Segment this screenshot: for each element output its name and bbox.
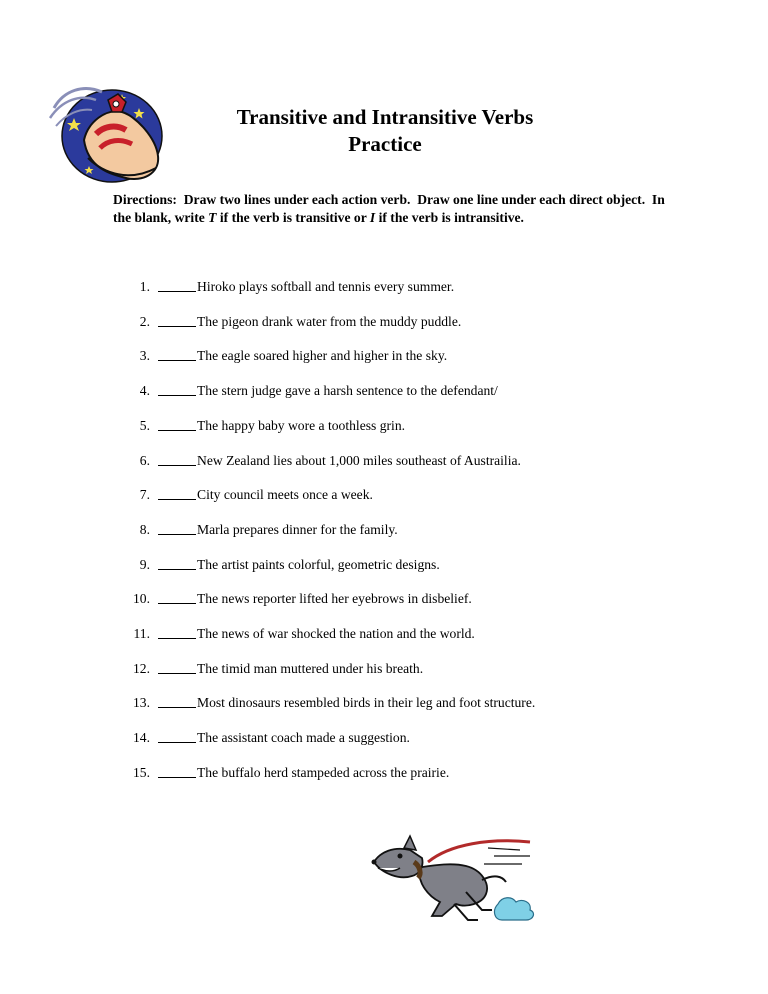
title-line-main: Transitive and Intransitive Verbs xyxy=(236,105,534,129)
answer-blank[interactable] xyxy=(158,659,196,674)
answer-blank[interactable] xyxy=(158,763,196,778)
answer-blank[interactable] xyxy=(158,312,196,327)
running-dog-clipart-icon xyxy=(370,832,542,924)
item-number: 3. xyxy=(139,348,150,364)
answer-blank[interactable] xyxy=(158,485,196,500)
answer-blank[interactable] xyxy=(158,728,196,743)
item-sentence: The stern judge gave a harsh sentence to the defendant/ xyxy=(197,383,498,399)
directions-text-1: Directions: Draw two lines under each action verb. Draw one line under each direct object. In the blank, write xyxy=(113,192,669,225)
item-sentence: The buffalo herd stampeded across the prairie. xyxy=(197,764,450,780)
answer-blank[interactable] xyxy=(158,416,196,431)
item-number: 10. xyxy=(133,591,150,607)
item-number: 15. xyxy=(133,764,150,780)
directions-letter-i: I xyxy=(369,210,376,225)
item-sentence: The pigeon drank water from the muddy puddle. xyxy=(197,313,462,329)
answer-blank[interactable] xyxy=(158,624,196,639)
item-number: 4. xyxy=(139,383,150,399)
answer-blank[interactable] xyxy=(158,346,196,361)
item-sentence: The assistant coach made a suggestion. xyxy=(197,730,410,746)
answer-blank[interactable] xyxy=(158,277,196,292)
item-sentence: The happy baby wore a toothless grin. xyxy=(197,417,406,433)
directions-letter-t: T xyxy=(208,210,217,225)
item-number: 11. xyxy=(133,626,150,641)
item-sentence: The news of war shocked the nation and the world. xyxy=(197,626,475,641)
item-sentence: Hiroko plays softball and tennis every summer. xyxy=(197,279,455,294)
item-number: 8. xyxy=(139,521,150,537)
item-sentence: The artist paints colorful, geometric designs. xyxy=(197,556,440,572)
item-number: 7. xyxy=(139,487,150,503)
answer-blank[interactable] xyxy=(158,381,196,396)
item-number: 14. xyxy=(133,730,150,746)
worksheet-title xyxy=(0,104,768,158)
item-number: 6. xyxy=(139,452,150,468)
item-sentence: Most dinosaurs resembled birds in their leg and foot structure. xyxy=(197,695,536,711)
directions-paragraph xyxy=(113,191,673,227)
item-number: 2. xyxy=(139,313,150,329)
item-number: 5. xyxy=(139,417,150,433)
directions-text-3: if the verb is intransitive. xyxy=(375,210,524,225)
item-sentence: City council meets once a week. xyxy=(197,487,373,503)
item-sentence: The eagle soared higher and higher in the sky. xyxy=(197,348,448,364)
answer-blank[interactable] xyxy=(158,520,196,535)
item-sentence: New Zealand lies about 1,000 miles southeast of Austrailia. xyxy=(197,452,521,468)
item-number: 12. xyxy=(133,660,150,676)
answer-blank[interactable] xyxy=(158,589,196,604)
item-sentence: The timid man muttered under his breath. xyxy=(197,660,424,676)
title-line-sub: Practice xyxy=(348,132,422,156)
directions-text-2: if the verb is transitive or xyxy=(216,210,370,225)
answer-blank[interactable] xyxy=(158,451,196,466)
item-sentence: The news reporter lifted her eyebrows in disbelief. xyxy=(197,591,472,607)
item-number: 9. xyxy=(139,556,150,572)
answer-blank[interactable] xyxy=(158,555,196,570)
answer-blank[interactable] xyxy=(158,693,196,708)
item-number: 13. xyxy=(133,695,150,711)
item-sentence: Marla prepares dinner for the family. xyxy=(197,521,398,537)
item-number: 1. xyxy=(139,279,150,294)
